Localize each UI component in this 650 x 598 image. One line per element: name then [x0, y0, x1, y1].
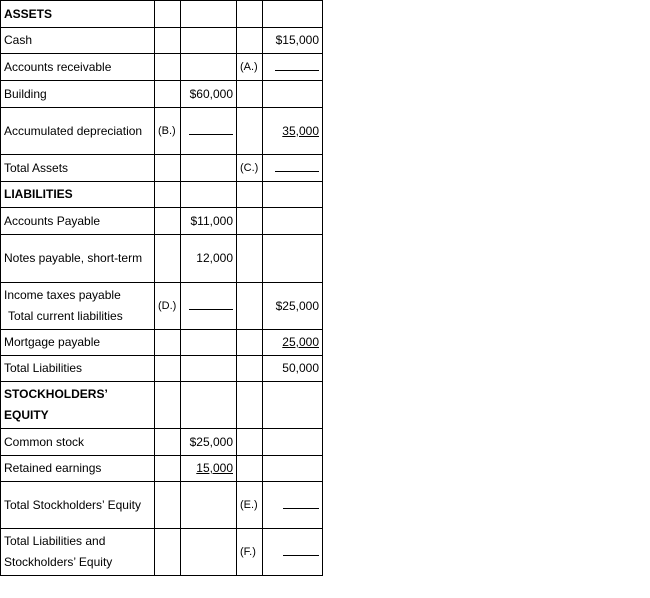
blank-marker-c: (C.) — [237, 155, 263, 182]
row-label: Retained earnings — [1, 456, 155, 482]
row-label: Accounts receivable — [1, 54, 155, 81]
row-label: Total Assets — [1, 155, 155, 182]
row-label: Cash — [1, 28, 155, 54]
row-label: Accumulated depreciation — [1, 108, 155, 155]
table-row — [1, 81, 323, 108]
table-row — [1, 456, 323, 482]
mortgage-payable-amount: 25,000 — [282, 335, 319, 349]
section-heading-liabilities: LIABILITIES — [1, 182, 155, 208]
accumulated-depreciation-amount: 35,000 — [282, 123, 319, 138]
table-row — [1, 182, 323, 208]
blank-marker-e: (E.) — [237, 482, 263, 529]
answer-blank-b[interactable] — [181, 108, 237, 155]
row-label: Notes payable, short-term — [1, 235, 155, 283]
row-label: Total Stockholders’ Equity — [1, 482, 155, 529]
building-amount: $60,000 — [181, 81, 237, 108]
cash-amount: $15,000 — [263, 28, 323, 54]
row-label: Mortgage payable — [1, 330, 155, 356]
balance-sheet-table — [0, 0, 323, 576]
table-row — [1, 429, 323, 456]
row-label: Building — [1, 81, 155, 108]
table-row — [1, 283, 323, 330]
table-row — [1, 155, 323, 182]
section-heading-assets: ASSETS — [1, 1, 155, 28]
blank-marker-d: (D.) — [155, 283, 181, 330]
retained-earnings-amount: 15,000 — [196, 461, 233, 475]
answer-blank-c[interactable] — [263, 155, 323, 182]
table-row — [1, 208, 323, 235]
common-stock-amount: $25,000 — [181, 429, 237, 456]
table-row — [1, 108, 323, 155]
answer-blank-a[interactable] — [263, 54, 323, 81]
blank-marker-f: (F.) — [237, 529, 263, 576]
accounts-payable-amount: $11,000 — [181, 208, 237, 235]
row-label: Accounts Payable — [1, 208, 155, 235]
table-row — [1, 382, 323, 429]
table-row — [1, 235, 323, 283]
table-row — [1, 529, 323, 576]
row-label: Total Liabilities — [1, 356, 155, 382]
table-row — [1, 28, 323, 54]
row-label: Total Liabilities and Stockholders’ Equity — [1, 529, 155, 576]
answer-blank-e[interactable] — [263, 482, 323, 529]
table-row — [1, 54, 323, 81]
blank-marker-b: (B.) — [155, 108, 181, 155]
row-label: Income taxes payable — [4, 288, 121, 302]
answer-blank-d[interactable] — [181, 283, 237, 330]
table-row — [1, 356, 323, 382]
total-liabilities-amount: 50,000 — [263, 356, 323, 382]
row-label-subtotal: Total current liabilities — [8, 309, 123, 323]
table-row — [1, 330, 323, 356]
notes-payable-amount: 12,000 — [181, 235, 237, 283]
table-row — [1, 1, 323, 28]
section-heading-equity: STOCKHOLDERS’ EQUITY — [1, 382, 155, 429]
table-row — [1, 482, 323, 529]
row-label: Common stock — [1, 429, 155, 456]
answer-blank-f[interactable] — [263, 529, 323, 576]
blank-marker-a: (A.) — [237, 54, 263, 81]
total-current-liabilities-amount: $25,000 — [263, 283, 323, 330]
